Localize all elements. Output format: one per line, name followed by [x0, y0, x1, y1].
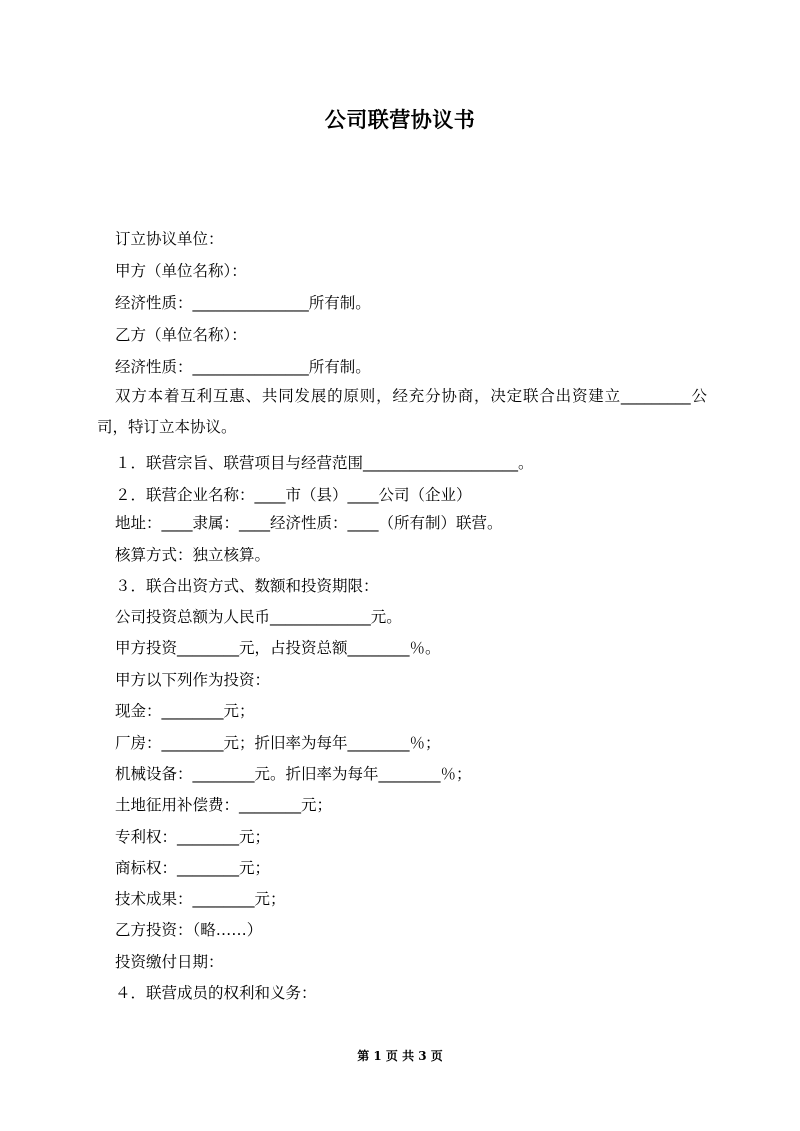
text-line: 地址：____隶属：____经济性质：____（所有制）联营。 — [115, 514, 503, 532]
text-line: 土地征用补偿费：________元； — [115, 796, 333, 814]
text-line: 甲方以下列作为投资： — [115, 671, 271, 689]
text-line: 厂房：________元；折旧率为每年________％； — [115, 734, 441, 752]
text-line: 订立协议单位： — [115, 230, 224, 248]
text-line: 机械设备：________元。折旧率为每年________％； — [115, 765, 472, 783]
text-line: 甲方投资________元，占投资总额________％。 — [115, 639, 441, 657]
document-title: 公司联营协议书 — [324, 108, 476, 132]
text-line: 经济性质：_______________所有制。 — [115, 294, 371, 312]
intro-paragraph: 双方本着互利互惠、共同发展的原则，经充分协商，决定联合出资建立_________公司，特订立本协议。 — [97, 387, 707, 436]
text-line: 经济性质：_______________所有制。 — [115, 358, 371, 376]
text-line: 甲方（单位名称）： — [115, 262, 247, 280]
text-line: 乙方投资：（略……） — [115, 921, 263, 939]
text-line: ４．联营成员的权利和义务： — [115, 984, 317, 1002]
text-line: 公司投资总额为人民币_____________元。 — [115, 608, 402, 626]
text-line: 现金：________元； — [115, 702, 255, 720]
text-line: 投资缴付日期： — [115, 953, 224, 971]
text-line: １．联营宗旨、联营项目与经营范围____________________。 — [115, 454, 534, 472]
text-line: ３．联合出资方式、数额和投资期限： — [115, 577, 379, 595]
text-line: 商标权：________元； — [115, 859, 271, 877]
text-line: 乙方（单位名称）： — [115, 326, 247, 344]
text-line: 核算方式：独立核算。 — [115, 546, 271, 564]
page-footer: 第 1 页 共 3 页 — [357, 1049, 443, 1063]
text-line: ２．联营企业名称：____市（县）____公司（企业） — [115, 486, 472, 504]
text-line: 技术成果：________元； — [115, 890, 286, 908]
text-line: 专利权：________元； — [115, 828, 271, 846]
